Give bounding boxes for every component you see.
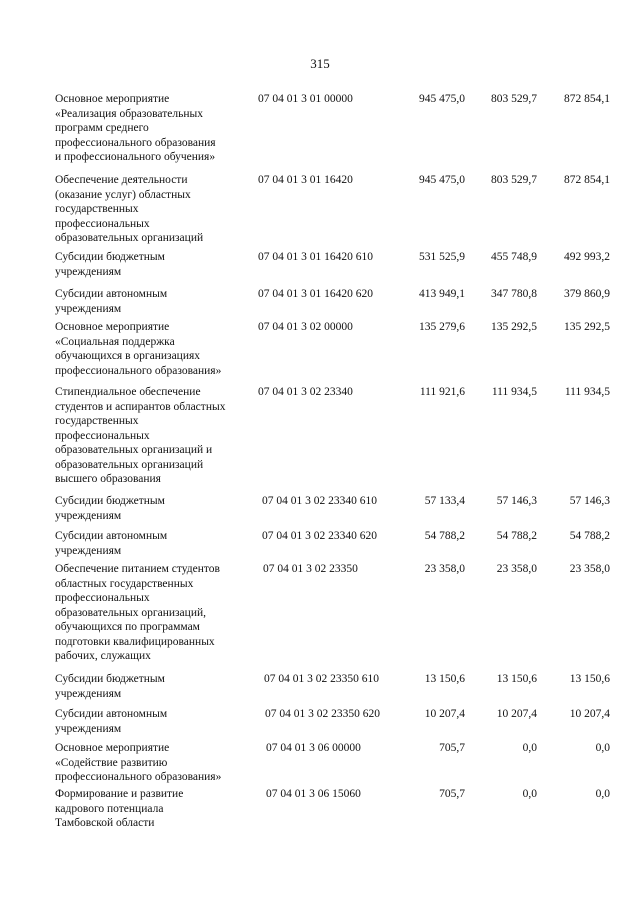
row-code: 07 04 01 3 02 23350 620	[265, 708, 380, 720]
row-value-1: 413 949,1	[419, 288, 465, 300]
row-value-2: 347 780,8	[491, 288, 537, 300]
row-name-line: Субсидии автономным	[55, 288, 168, 300]
row-name-line: (оказание услуг) областных	[55, 188, 191, 201]
row-value-1: 705,7	[439, 742, 465, 754]
row-name-line: государственных	[55, 203, 139, 215]
row-name	[55, 287, 255, 316]
row-value-1: 135 279,6	[419, 321, 465, 333]
row-name-line: учреждениям	[55, 544, 122, 557]
row-value-1: 111 921,6	[419, 386, 465, 398]
row-code: 07 04 01 3 06 15060	[266, 788, 361, 800]
row-value-3: 135 292,5	[564, 321, 610, 333]
row-name-line: «Реализация образовательных	[55, 107, 203, 120]
row-name-line: образовательных организаций и	[55, 444, 213, 456]
row-value-1: 705,7	[439, 788, 465, 800]
row-name-line: программ среднего	[55, 122, 149, 134]
row-name-line: «Социальная поддержка	[55, 335, 175, 348]
row-name-line: обучающихся по программам	[55, 621, 200, 633]
row-code: 07 04 01 3 02 23340	[258, 386, 353, 398]
row-code: 07 04 01 3 01 16420	[258, 174, 353, 186]
row-value-3: 57 146,3	[569, 495, 610, 507]
row-name-line: Субсидии бюджетным	[55, 495, 165, 507]
row-name	[55, 173, 255, 246]
row-name-line: Формирование и развитие	[55, 788, 184, 800]
row-value-2: 455 748,9	[491, 251, 537, 263]
row-code: 07 04 01 3 06 00000	[266, 742, 361, 754]
row-name-line: профессиональных	[55, 217, 150, 230]
row-value-2: 10 207,4	[496, 708, 537, 720]
row-name	[55, 385, 255, 487]
row-name-line: образовательных организаций	[55, 458, 204, 471]
row-name	[55, 250, 255, 279]
row-code: 07 04 01 3 01 16420 610	[258, 251, 373, 263]
row-name	[55, 562, 255, 664]
row-value-3: 13 150,6	[569, 673, 610, 685]
row-value-2: 13 150,6	[496, 673, 537, 685]
row-value-1: 945 475,0	[419, 174, 465, 186]
row-value-1: 54 788,2	[424, 530, 465, 542]
row-name-line: учреждениям	[55, 302, 122, 315]
row-name-line: Основное мероприятие	[55, 93, 170, 105]
row-value-3: 10 207,4	[569, 708, 610, 720]
row-name-line: образовательных организаций,	[55, 606, 206, 619]
row-name	[55, 672, 255, 701]
row-name-line: Обеспечение питанием студентов	[55, 563, 220, 575]
row-name	[55, 92, 255, 165]
row-value-1: 13 150,6	[424, 673, 465, 685]
row-value-3: 0,0	[595, 742, 610, 754]
row-name-line: профессионального образования	[55, 136, 216, 149]
row-value-3: 0,0	[595, 788, 610, 800]
row-name-line: студентов и аспирантов областных	[55, 400, 226, 413]
row-value-3: 872 854,1	[564, 174, 610, 186]
row-value-2: 803 529,7	[491, 174, 537, 186]
row-code: 07 04 01 3 01 00000	[258, 93, 353, 105]
row-value-3: 492 993,2	[564, 251, 610, 263]
row-name-line: учреждениям	[55, 722, 122, 735]
row-name-line: высшего образования	[55, 473, 161, 485]
row-code: 07 04 01 3 02 23350	[263, 563, 358, 575]
row-name	[55, 529, 255, 558]
row-value-2: 54 788,2	[496, 530, 537, 542]
row-name-line: профессионального образования»	[55, 771, 222, 783]
row-name-line: рабочих, служащих	[55, 650, 151, 662]
row-name-line: образовательных организаций	[55, 232, 204, 244]
row-name-line: Стипендиальное обеспечение	[55, 386, 201, 398]
row-name-line: учреждениям	[55, 509, 122, 522]
row-name-line: подготовки квалифицированных	[55, 635, 215, 648]
row-name-line: обучающихся в организациях	[55, 350, 201, 362]
row-code: 07 04 01 3 02 23340 610	[262, 495, 377, 507]
row-name-line: Основное мероприятие	[55, 321, 170, 333]
row-name-line: областных государственных	[55, 577, 194, 590]
row-name-line: учреждениям	[55, 687, 122, 700]
row-value-3: 379 860,9	[564, 288, 610, 300]
row-name-line: Субсидии бюджетным	[55, 673, 165, 685]
row-name-line: Тамбовской области	[55, 817, 155, 829]
row-code: 07 04 01 3 02 23340 620	[262, 530, 377, 542]
row-value-2: 135 292,5	[491, 321, 537, 333]
row-value-1: 531 525,9	[419, 251, 465, 263]
row-name	[55, 741, 255, 785]
row-value-3: 54 788,2	[569, 530, 610, 542]
row-name-line: профессиональных	[55, 592, 150, 604]
row-name-line: Обеспечение деятельности	[55, 174, 188, 186]
row-name	[55, 320, 255, 378]
row-name-line: Субсидии автономным	[55, 530, 168, 542]
row-value-2: 57 146,3	[496, 495, 537, 507]
row-name-line: и профессионального обучения»	[55, 151, 216, 163]
row-code: 07 04 01 3 02 00000	[258, 321, 353, 333]
row-value-2: 111 934,5	[491, 386, 537, 398]
row-name-line: Субсидии автономным	[55, 708, 168, 720]
row-name-line: «Содействие развитию	[55, 756, 168, 769]
row-value-1: 57 133,4	[424, 495, 465, 507]
row-name-line: государственных	[55, 415, 139, 427]
page-number: 315	[310, 56, 330, 71]
row-value-1: 23 358,0	[424, 563, 465, 575]
row-name	[55, 494, 255, 523]
row-code: 07 04 01 3 02 23350 610	[264, 673, 379, 685]
row-name-line: Основное мероприятие	[55, 742, 170, 754]
row-name-line: Субсидии бюджетным	[55, 251, 165, 263]
row-value-1: 945 475,0	[419, 93, 465, 105]
row-value-2: 0,0	[522, 788, 537, 800]
row-value-3: 872 854,1	[564, 93, 610, 105]
row-value-2: 803 529,7	[491, 93, 537, 105]
row-name-line: профессионального образования»	[55, 364, 222, 377]
row-name	[55, 787, 255, 831]
row-value-2: 23 358,0	[496, 563, 537, 575]
row-name-line: профессиональных	[55, 429, 150, 442]
row-name-line: учреждениям	[55, 265, 122, 278]
row-value-1: 10 207,4	[424, 708, 465, 720]
row-value-2: 0,0	[522, 742, 537, 754]
row-name-line: кадрового потенциала	[55, 802, 164, 815]
row-name	[55, 707, 255, 736]
row-value-3: 111 934,5	[564, 386, 610, 398]
row-value-3: 23 358,0	[569, 563, 610, 575]
row-code: 07 04 01 3 01 16420 620	[258, 288, 373, 300]
